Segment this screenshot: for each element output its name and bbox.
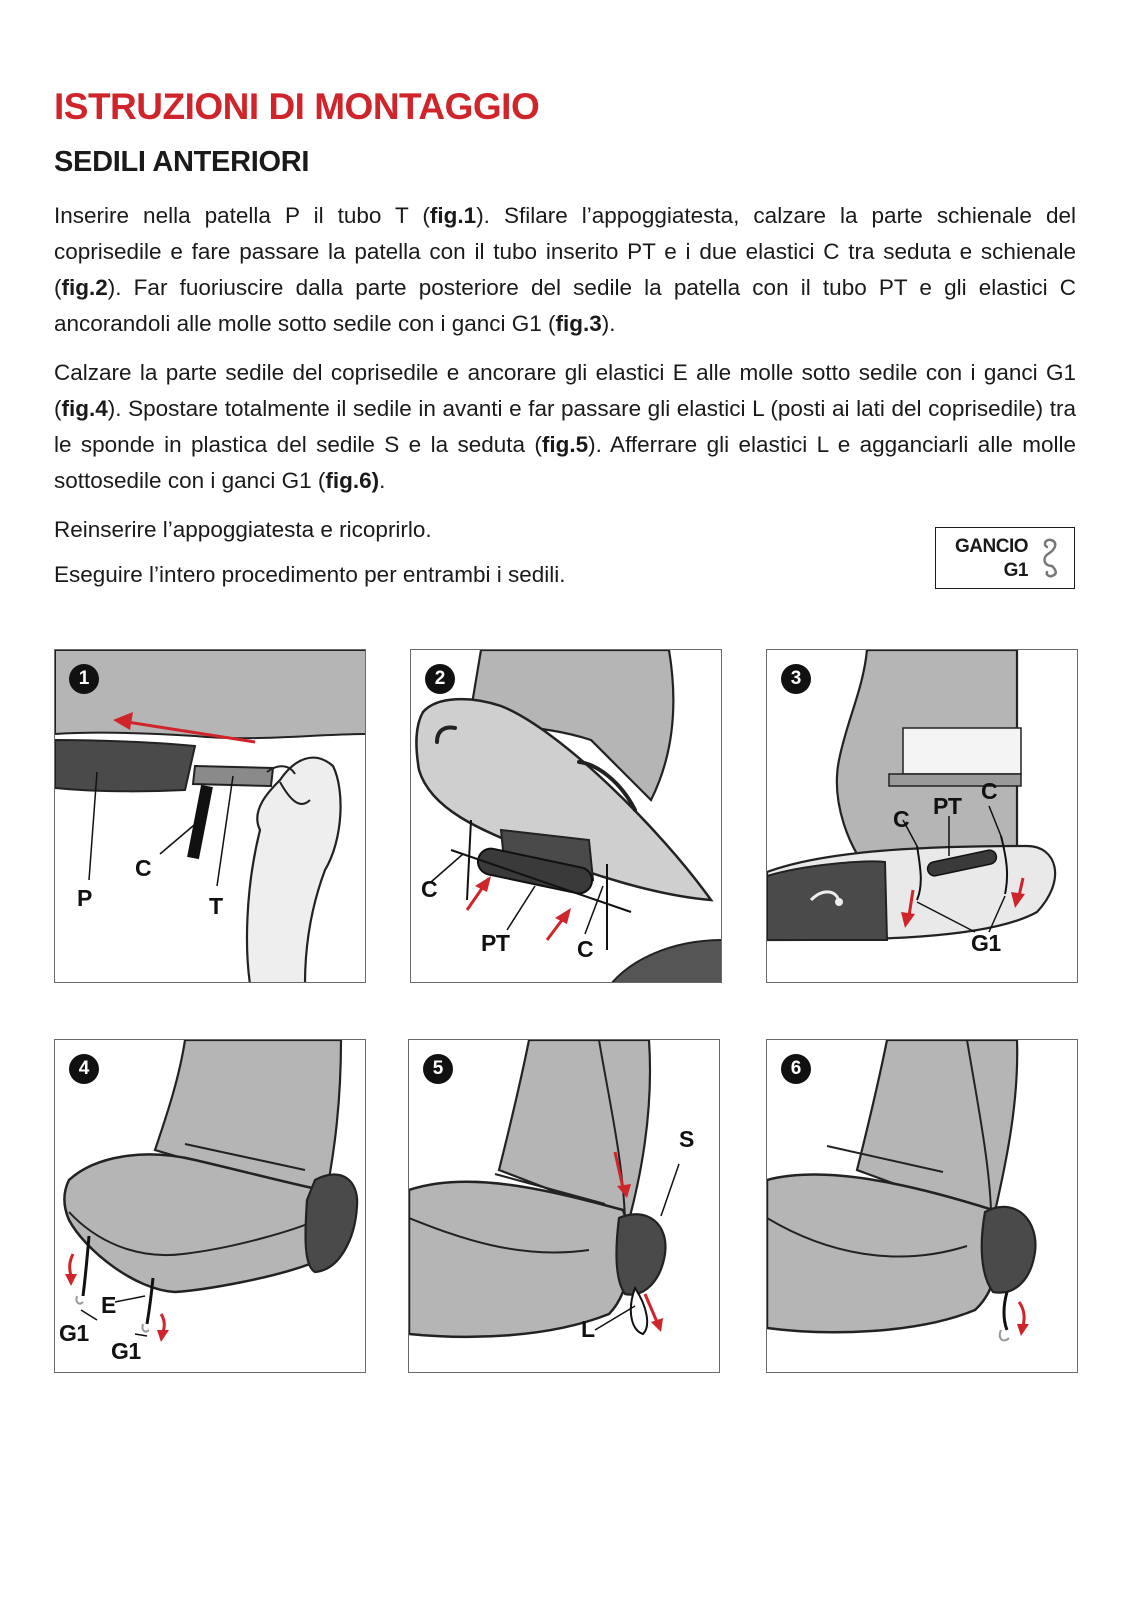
- figure-4-label-g1-left: G1: [59, 1320, 89, 1346]
- figure-3: [766, 649, 1078, 983]
- figure-3-label-c-right: C: [981, 778, 998, 804]
- figure-5-label-l: L: [581, 1316, 595, 1342]
- instructions-paragraph-2: [54, 355, 1076, 499]
- figure-reference: fig.5: [541, 432, 589, 457]
- figure-1-illustration: [55, 650, 366, 983]
- figure-2: [410, 649, 722, 983]
- figure-number-badge: 5: [423, 1054, 453, 1084]
- figure-4-illustration: [55, 1040, 366, 1373]
- paragraph-text: .: [379, 468, 386, 493]
- figure-reference: fig.2: [61, 275, 108, 300]
- figure-1-label-p: P: [77, 885, 92, 911]
- figure-number-badge: 3: [781, 664, 811, 694]
- hook-legend-line2: G1: [1003, 560, 1028, 581]
- hook-icon: [1038, 536, 1066, 580]
- figure-reference: fig.4: [61, 396, 108, 421]
- figure-6: [766, 1039, 1078, 1373]
- figure-5-label-s: S: [679, 1126, 694, 1152]
- figure-reference: fig.1: [429, 203, 477, 228]
- figure-2-label-pt: PT: [481, 930, 510, 956]
- figure-2-label-c-right: C: [577, 936, 594, 962]
- figure-4-label-e: E: [101, 1292, 116, 1318]
- figure-5: [408, 1039, 720, 1373]
- hook-legend-label: [955, 535, 1028, 583]
- figure-3-label-g1: G1: [971, 930, 1001, 956]
- figure-number-badge: 2: [425, 664, 455, 694]
- figure-3-illustration: [767, 650, 1078, 983]
- figure-reference: fig.3: [555, 311, 602, 336]
- figure-5-illustration: [409, 1040, 720, 1373]
- paragraph-text: ).: [601, 311, 616, 336]
- figure-4-label-g1-right: G1: [111, 1338, 141, 1364]
- instructions-paragraph-4: Eseguire l’intero procedimento per entrambi i sedili.: [54, 562, 566, 587]
- figure-6-illustration: [767, 1040, 1078, 1373]
- figure-number-badge: 1: [69, 664, 99, 694]
- paragraph-text: ). Far fuoriuscire dalla parte posteriore del sedile la patella con il tubo PT e gli elastici C ancorandoli alle molle sotto sedile con i ganci G1 (: [54, 275, 1076, 336]
- figure-2-illustration: [411, 650, 722, 983]
- hook-legend-line1: GANCIO: [955, 536, 1028, 557]
- figure-1-label-c: C: [135, 855, 152, 881]
- paragraph-text: ). Sfilare l’appoggiatesta, calzare la parte schienale del coprisedile e fare passare la patella con il tubo inserito PT e i due elastici C tra seduta e schienale (: [54, 203, 1076, 300]
- section-title: SEDILI ANTERIORI: [54, 146, 310, 178]
- page-title: ISTRUZIONI DI MONTAGGIO: [54, 86, 540, 127]
- figure-reference: fig.6): [325, 468, 380, 493]
- paragraph-text: Calzare la parte sedile del coprisedile e ancorare gli elastici E alle molle sotto sedile con i ganci G1 (: [54, 360, 1076, 421]
- figure-3-label-pt: PT: [933, 793, 962, 819]
- paragraph-text: Inserire nella patella P il tubo T (: [54, 203, 430, 228]
- figure-3-label-c-left: C: [893, 806, 910, 832]
- instructions-paragraph-3: Reinserire l’appoggiatesta e ricoprirlo.: [54, 517, 432, 542]
- figure-4: [54, 1039, 366, 1373]
- hook-legend-box: [935, 527, 1075, 589]
- paragraph-text: ). Afferrare gli elastici L e agganciarli alle molle sottosedile con i ganci G1 (: [54, 432, 1076, 493]
- figure-number-badge: 6: [781, 1054, 811, 1084]
- paragraph-text: ). Spostare totalmente il sedile in avanti e far passare gli elastici L (posti ai lati del coprisedile) tra le sponde in plastica del sedile S e la seduta (: [54, 396, 1076, 457]
- instructions-paragraph-1: [54, 198, 1076, 342]
- figure-2-label-c-left: C: [421, 876, 438, 902]
- figure-1-label-t: T: [209, 893, 223, 919]
- figure-1: [54, 649, 366, 983]
- figure-number-badge: 4: [69, 1054, 99, 1084]
